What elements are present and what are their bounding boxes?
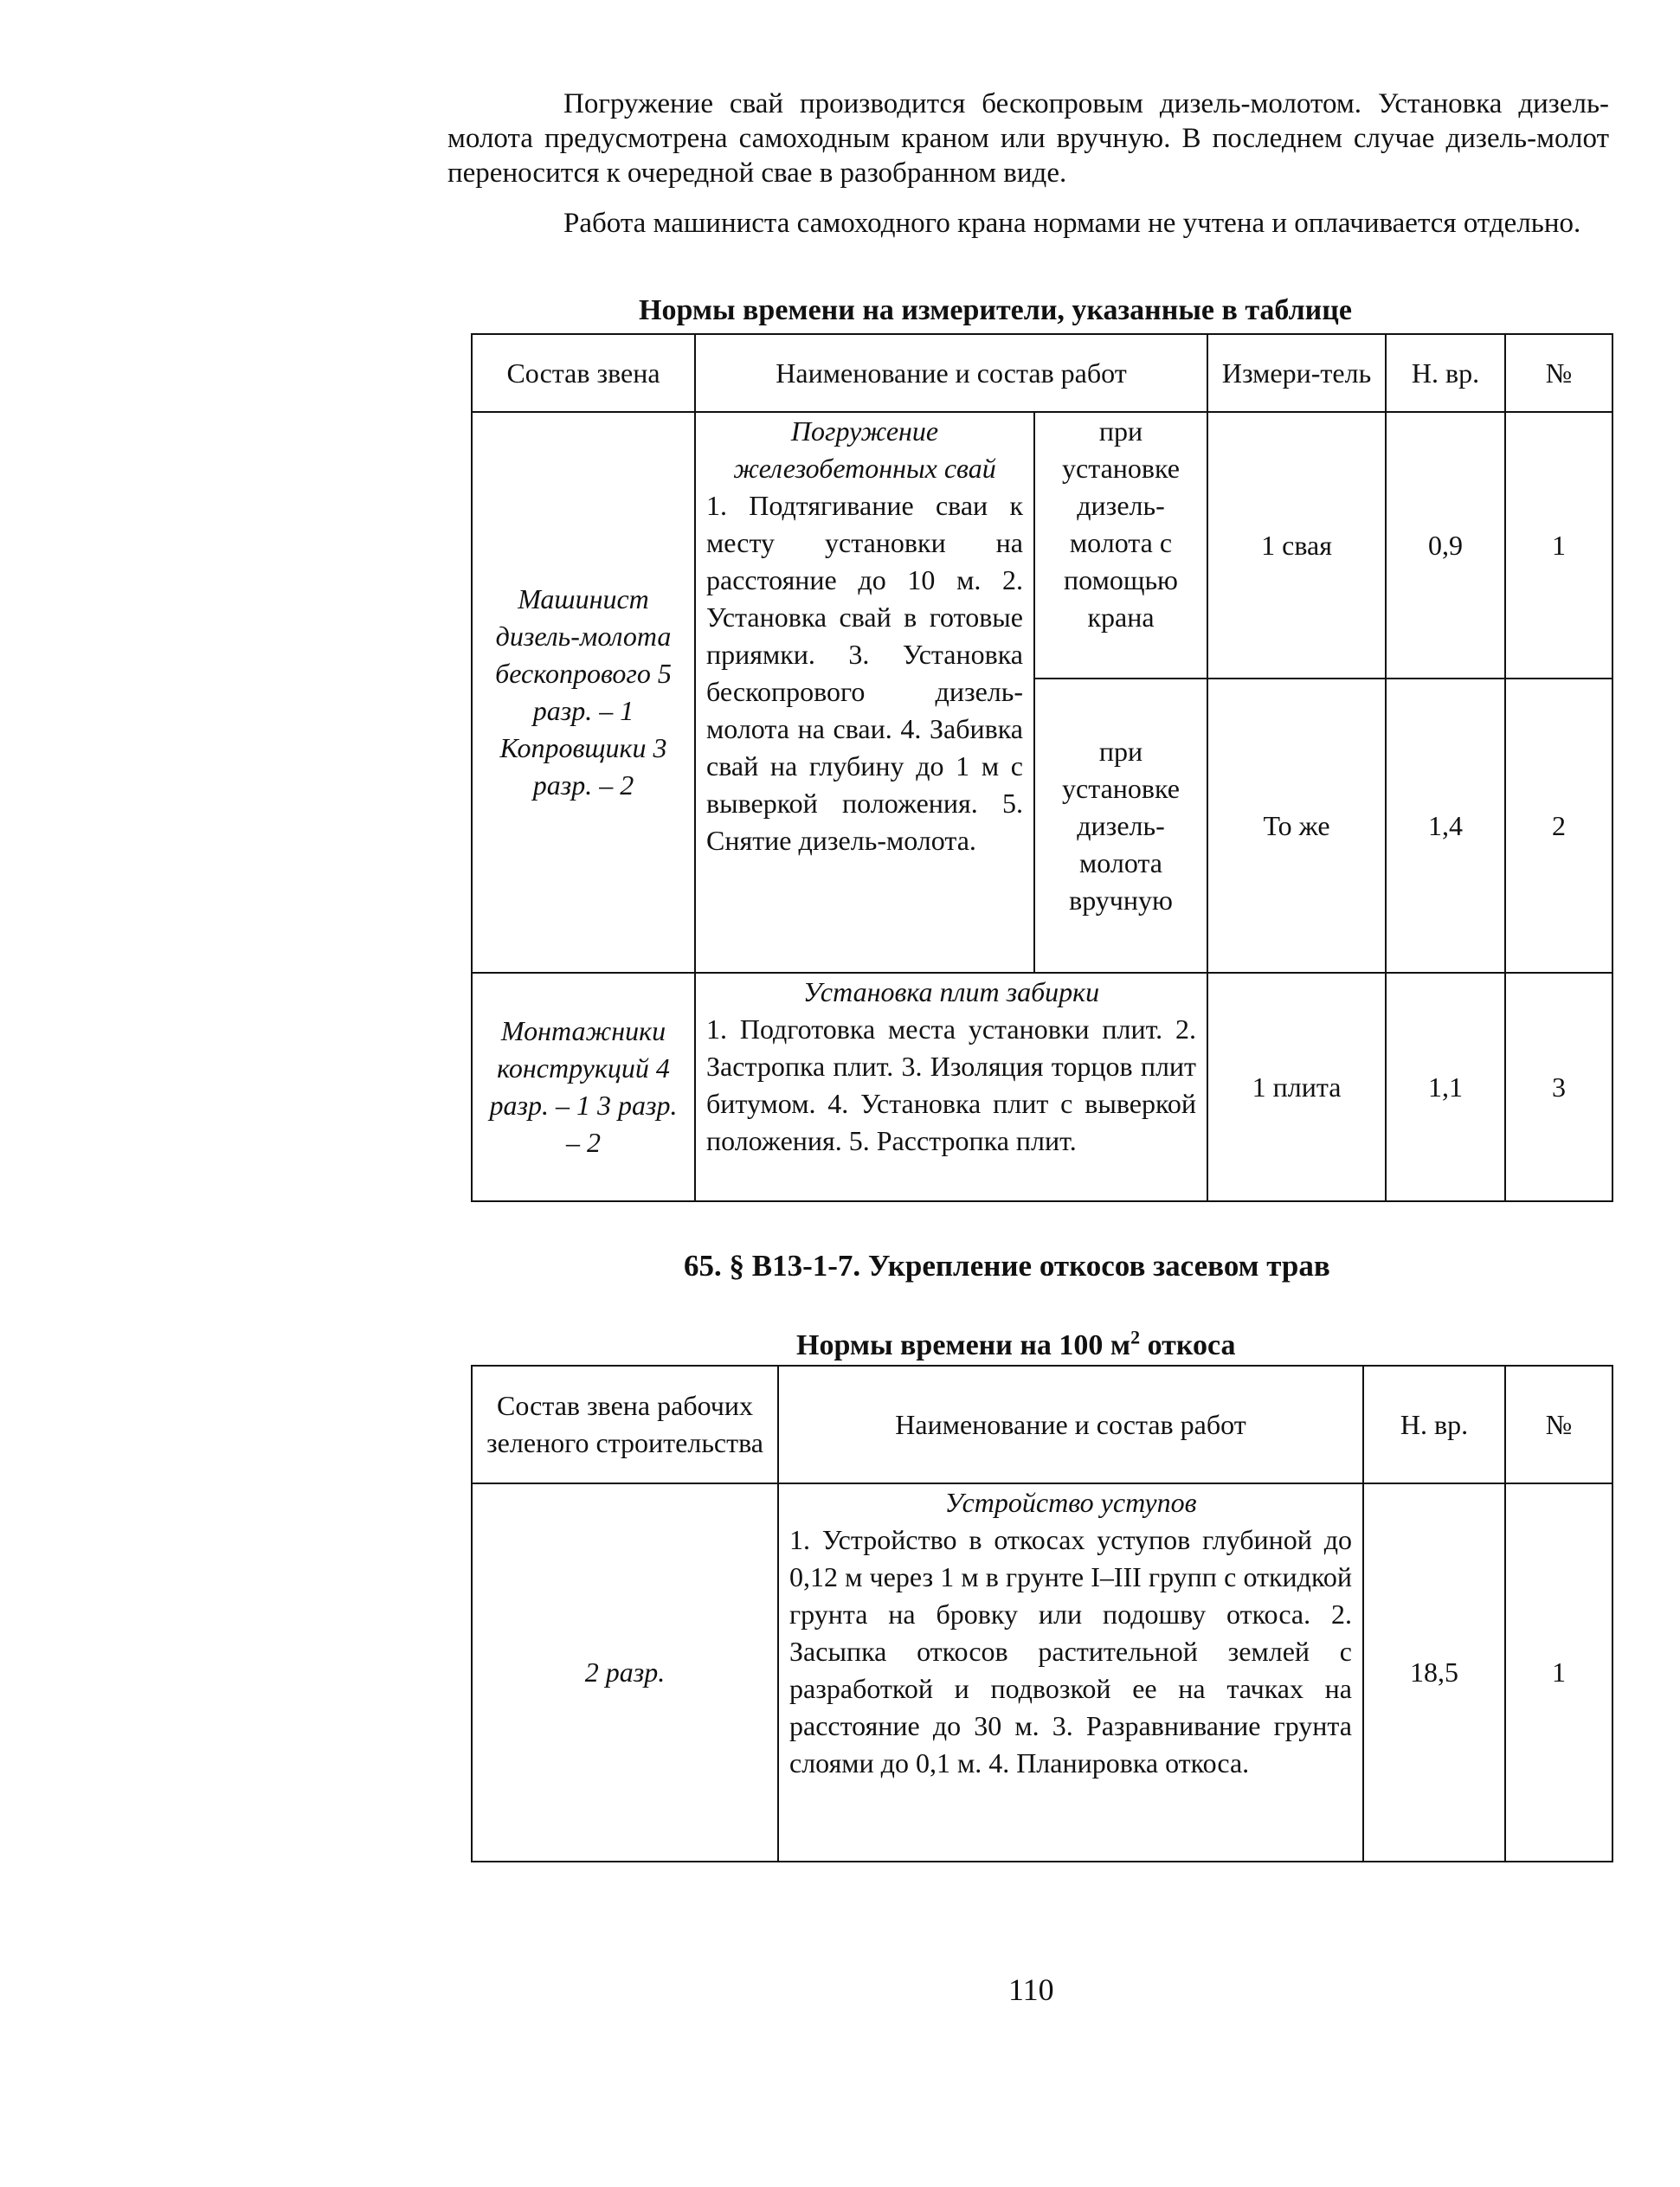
- work-description: 1. Подтягивание сваи к месту установки на расстояние до 10 м. 2. Установка свай в готовые приямки. 3. Установка бескопрового дизель-молота на сваи. 4. Забивка свай на глубину до 1 м с выверкой положения. 5. Снятие дизель-молота.: [706, 490, 1023, 856]
- table-row: [472, 412, 1612, 679]
- work-description-cell-2: [695, 973, 1207, 1201]
- intro-paragraph-1: Погружение свай производится бескопровым дизель-молотом. Установка дизель-молота предусмотрена самоходным краном или вручную. В последнем случае дизель-молот переносится к очередной свае в разобранном виде.: [447, 88, 1609, 189]
- work-title: Установка плит забирки: [802, 976, 1100, 1007]
- header-work: Наименование и состав работ: [778, 1366, 1363, 1483]
- header-work: Наименование и состав работ: [695, 334, 1207, 412]
- condition-cell: при установке дизель-молота с помощью крана: [1034, 412, 1207, 679]
- page-number: 110: [1008, 1972, 1054, 2007]
- table-row: [472, 1483, 1612, 1862]
- intro-paragraph-2: Работа машиниста самоходного крана нормами не учтена и оплачивается отдельно.: [563, 208, 1581, 239]
- unit-cell: То же: [1207, 679, 1386, 973]
- unit-cell: 1 свая: [1207, 412, 1386, 679]
- work-description-cell: [778, 1483, 1363, 1862]
- header-num: №: [1505, 1366, 1612, 1483]
- crew-cell: 2 разр.: [472, 1483, 778, 1862]
- section-heading: 65. § В13-1-7. Укрепление откосов засевом трав: [684, 1249, 1330, 1283]
- num-cell: 1: [1505, 412, 1612, 679]
- norm-cell: 0,9: [1386, 412, 1505, 679]
- work-description-cell-1: [695, 412, 1034, 973]
- norm-cell: 1,1: [1386, 973, 1505, 1201]
- num-cell: 3: [1505, 973, 1612, 1201]
- table2-caption: Нормы времени на 100 $м^2$ откоса: [796, 1326, 1236, 1361]
- crew-cell-1: Машинист дизель-молота бескопрового 5 разр. – 1 Копровщики 3 разр. – 2: [472, 412, 695, 973]
- table1-header-row: [472, 334, 1612, 412]
- header-norm: Н. вр.: [1386, 334, 1505, 412]
- norm-cell: 18,5: [1363, 1483, 1505, 1862]
- work-description: 1. Устройство в откосах уступов глубиной до 0,12 м через 1 м в грунте I–III групп с откидкой грунта на бровку или подошву откоса. 2. Засыпка откосов растительной землей с разработкой и подвозкой ее на тачках на расстояние до 30 м. 3. Разравнивание грунта слоями до 0,1 м. 4. Планировка откоса.: [789, 1524, 1352, 1779]
- crew-cell-2: Монтажники конструкций 4 разр. – 1 3 разр. – 2: [472, 973, 695, 1201]
- work-description: 1. Подготовка места установки плит. 2. Застропка плит. 3. Изоляция торцов плит битумом. 4. Установка плит с выверкой положения. 5. Расстропка плит.: [706, 1013, 1197, 1156]
- num-cell: 1: [1505, 1483, 1612, 1862]
- norm-cell: 1,4: [1386, 679, 1505, 973]
- unit-cell: 1 плита: [1207, 973, 1386, 1201]
- work-title: Погружение железобетонных свай: [733, 415, 996, 484]
- header-crew: Состав звена: [472, 334, 695, 412]
- work-title: Устройство уступов: [944, 1487, 1197, 1518]
- norms-table-1: [471, 333, 1613, 1202]
- table-row: [472, 973, 1612, 1201]
- header-crew: Состав звена рабочих зеленого строительства: [472, 1366, 778, 1483]
- table1-caption: Нормы времени на измерители, указанные в таблице: [639, 294, 1352, 326]
- table2-header-row: [472, 1366, 1612, 1483]
- condition-cell: при установке дизель-молота вручную: [1034, 679, 1207, 973]
- header-unit: Измери-тель: [1207, 334, 1386, 412]
- num-cell: 2: [1505, 679, 1612, 973]
- header-num: №: [1505, 334, 1612, 412]
- header-norm: Н. вр.: [1363, 1366, 1505, 1483]
- norms-table-2: [471, 1365, 1613, 1862]
